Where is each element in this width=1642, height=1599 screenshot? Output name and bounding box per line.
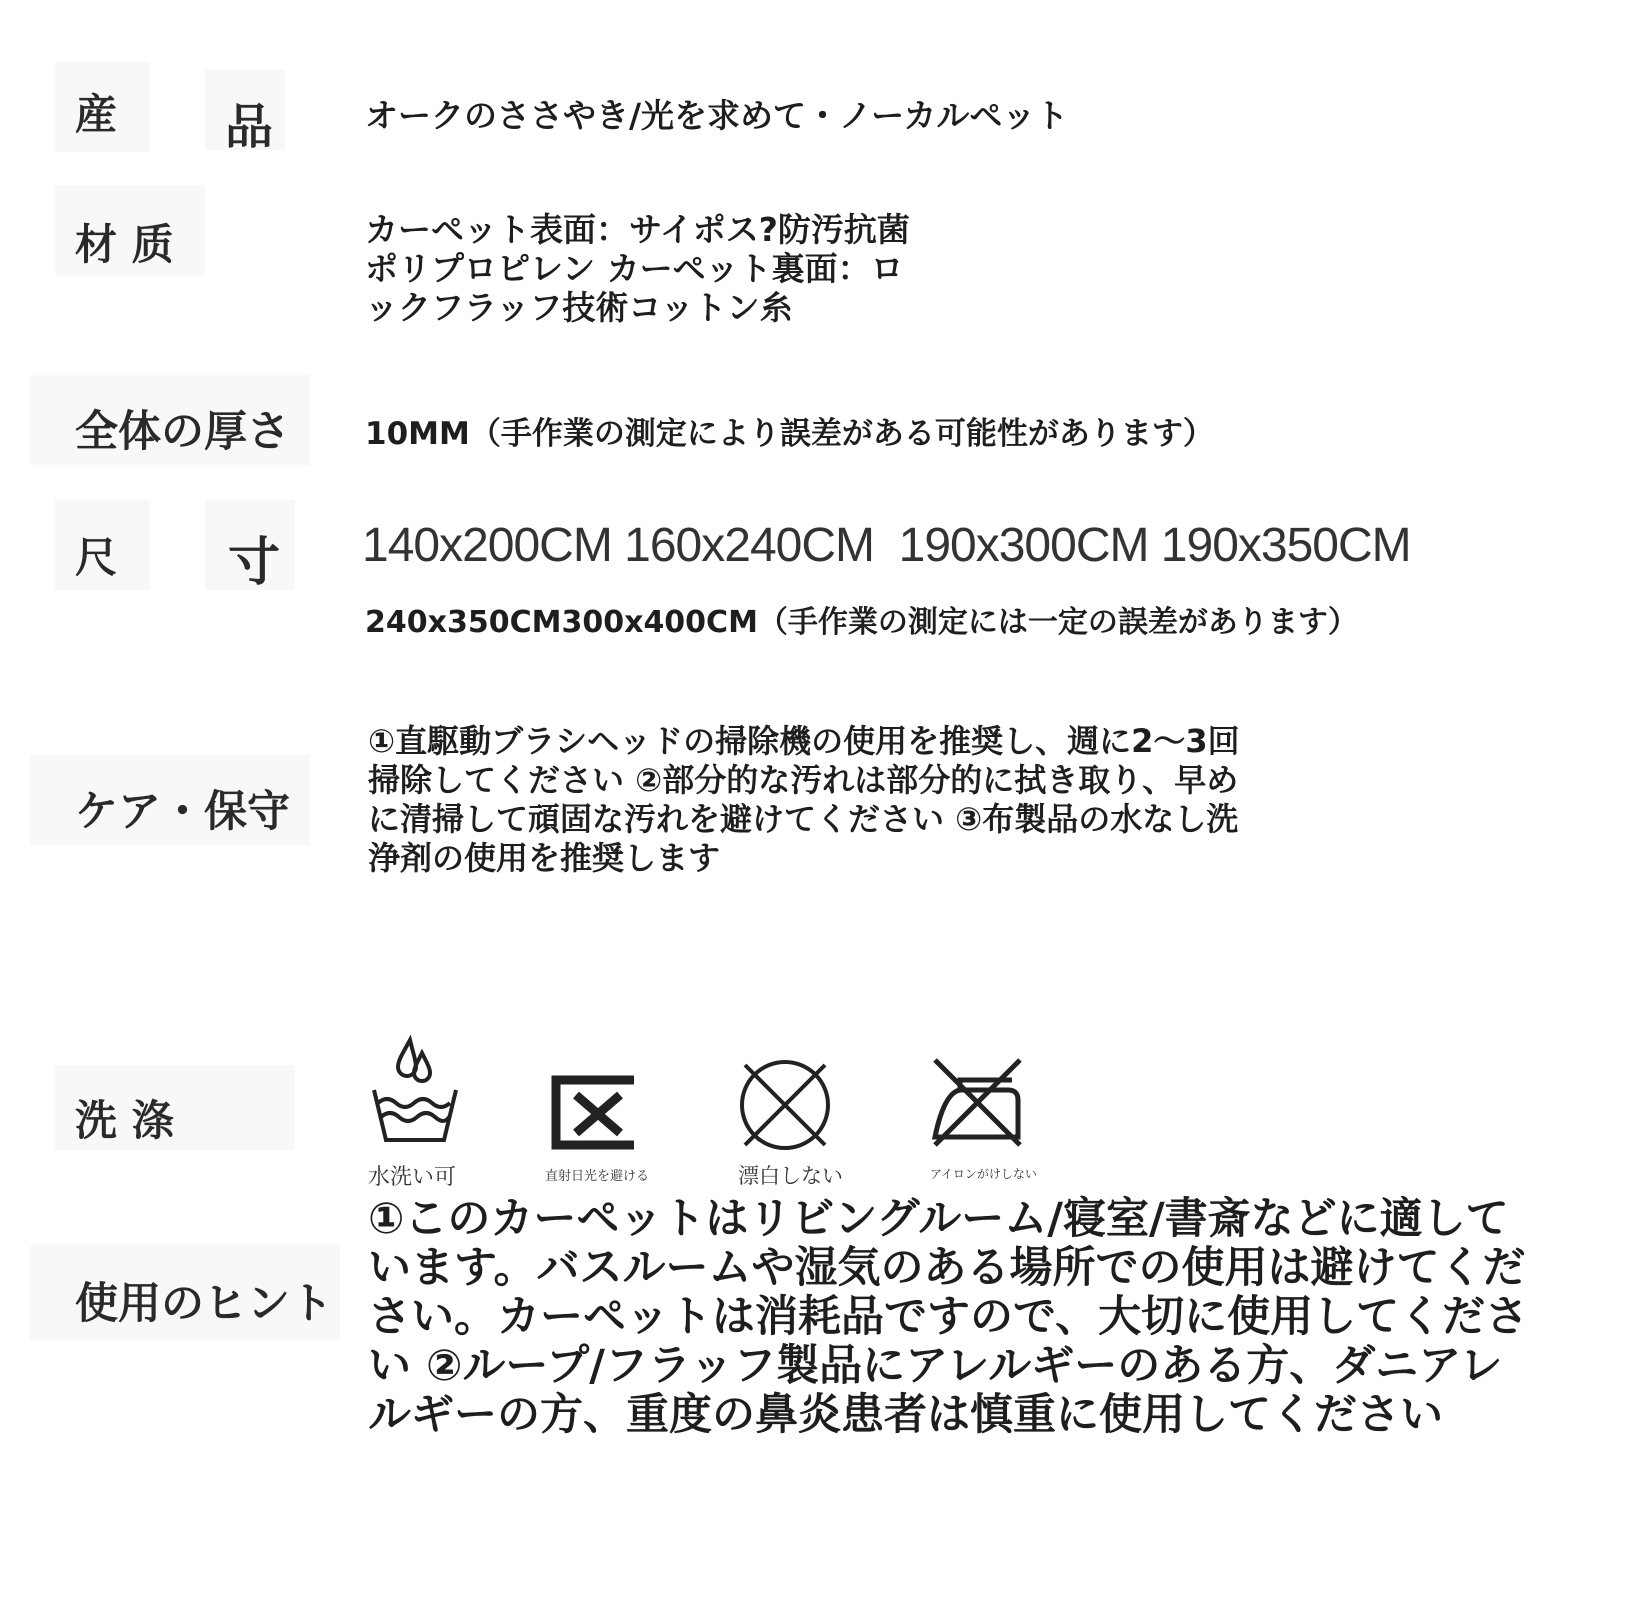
usage-line: ①このカーペットはリビングルーム/寝室/書斎などに適して [368, 1194, 1509, 1244]
no-iron-icon [930, 1055, 1025, 1150]
usage-line: い ②ループ/フラッフ製品にアレルギーのある方、ダニアレ [368, 1341, 1503, 1391]
care-line: ①直駆動ブラシヘッドの掃除機の使用を推奨し、週に2～3回 [368, 722, 1240, 760]
care-label: ケア・保守 [75, 787, 290, 837]
material-line: カーペット表面：サイポス?防汚抗菌 [365, 210, 910, 249]
care-line: に清掃して頑固な汚れを避けてください ③布製品の水なし洗 [368, 800, 1239, 838]
no-bleach-caption: 漂白しない [738, 1164, 843, 1188]
product-label-left: 産 [75, 90, 118, 139]
usage-line: さい。カーペットは消耗品ですので、大切に使用してくださ [368, 1292, 1529, 1342]
size-label-right: 寸 [228, 533, 281, 593]
care-value [368, 722, 1240, 878]
usage-value [368, 1195, 1528, 1440]
product-value: オークのささやき/光を求めて・ノーカルペット [365, 96, 1069, 135]
washing-label: 洗 涤 [75, 1096, 174, 1145]
hand-wash-caption: 水洗い可 [368, 1165, 457, 1190]
avoid-sunlight-icon [548, 1075, 638, 1150]
no-bleach-icon [735, 1055, 835, 1155]
usage-label: 使用のヒント [75, 1279, 333, 1329]
size-label-left: 尺 [75, 533, 118, 582]
material-line: ポリプロピレン カーペット裏面：ロ [365, 249, 904, 288]
avoid-sunlight-caption: 直射日光を避ける [545, 1169, 650, 1184]
no-iron-caption: アイロンがけしない [930, 1167, 1037, 1181]
thickness-value: 10MM（手作業の測定により誤差がある可能性があります） [365, 416, 1214, 452]
care-line: 浄剤の使用を推奨します [368, 839, 721, 877]
hand-wash-icon [370, 1035, 460, 1145]
size-note: 240x350CM300x400CM（手作業の測定には一定の誤差があります） [365, 605, 1358, 640]
usage-line: ルギーの方、重度の鼻炎患者は慎重に使用してください [368, 1390, 1443, 1440]
material-value [365, 210, 910, 327]
usage-line: います。バスルームや湿気のある場所での使用は避けてくだ [368, 1243, 1526, 1293]
size-options: 140x200CM 160x240CM 190x300CM 190x350CM [362, 519, 1411, 572]
material-line: ックフラッフ技術コットン糸 [365, 288, 793, 327]
material-label: 材 质 [75, 220, 174, 269]
product-label-right: 品 [225, 99, 274, 155]
care-line: 掃除してください ②部分的な汚れは部分的に拭き取り、早め [368, 761, 1239, 799]
thickness-label: 全体の厚さ [75, 407, 290, 457]
